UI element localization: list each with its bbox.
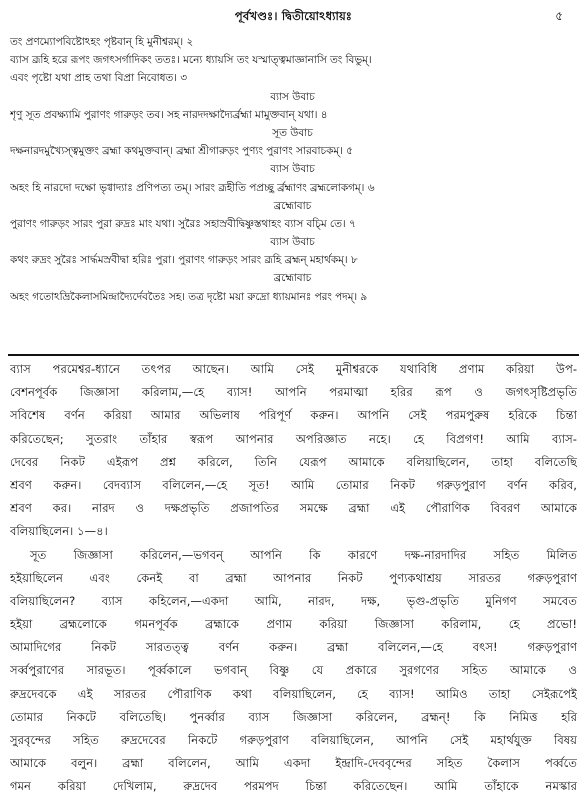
- prose-line: হইয়া ব্রহ্মলোকে গমনপূর্বক ব্রহ্মাকে প্রণাম করিয়া জিজ্ঞাসা করিলাম, হে প্রভো!: [10, 617, 577, 632]
- verse-line: অহং হি নারদো দক্ষো ভৃগ্বাদ্যাঃ প্রণিপত্য তম্। সারং ব্রূহীতি পপ্রচ্ছু র্ব্রহ্মাণং ব্রহ্মলোকগম্। ৬: [10, 181, 375, 194]
- prose-line: আমাকে বলুন। ব্রহ্মা বলিলেন, আমি একদা ইন্দ্রাদি-দেববৃন্দের সহিত কৈলাস পর্ব্বতে: [10, 756, 577, 771]
- prose-line: বলিয়াছিলেন। ১—৪।: [10, 524, 108, 539]
- verse-line: কথং রুদ্রং সুরৈঃ সার্দ্ধমস্রবীদ্বা হরিঃ পুরা। পুরাণং গারুড়ং সারং ব্রূহি ব্রহ্মন্ মহার্থকম্। ৮: [10, 254, 358, 267]
- verse-line: শৃণু সূত প্রবক্ষ্যামি পুরাণং গারুড়ং তব। সহ নারদদক্ষাদ্যৈর্ব্রহ্মা মামুক্তবান্ যথা। ৪: [10, 108, 328, 121]
- prose-line: গমন করিয়া দেখিলাম, রুদ্রদেব পরমপদ চিন্তা করিতেছেন। আমি তাঁহাকে নমস্কার: [10, 779, 577, 794]
- running-title: পূর্বখণ্ডঃ। দ্বিতীয়োঽধ্যায়ঃ: [234, 9, 353, 23]
- paragraph-first-line: সূত জিজ্ঞাসা করিলেন,—ভগবন্ আপনি কি কারণে দক্ষ-নারদাদির সহিত মিলিত: [30, 547, 577, 562]
- page-number: ৫: [555, 9, 563, 23]
- prose-line: শ্রবণ কর। নারদ ও দক্ষপ্রভৃতি প্রজাপতির সমক্ষে ব্রহ্মা এই পৌরাণিক বিবরণ আমাকে: [10, 501, 577, 516]
- speaker-heading: ব্যাস উবাচ: [270, 163, 315, 176]
- prose-line: রুদ্রদেবকে এই সারতর পৌরাণিক কথা বলিয়াছিলেন, হে ব্যাস! আমিও তাহা সেইরূপেই: [10, 686, 577, 701]
- speaker-heading: ব্রহ্মোবাচ: [273, 199, 312, 212]
- prose-line: বলিয়াছিলেন? ব্যাস কহিলেন,—একদা আমি, নারদ, দক্ষ, ভৃগু-প্রভৃতি মুনিগণ সমবেত: [10, 593, 577, 608]
- prose-line: বেশনপূর্বক জিজ্ঞাসা করিলাম,—হে ব্যাস! আপনি পরমাত্মা হরির রূপ ও জগৎসৃষ্টিপ্রভৃতি: [10, 385, 577, 400]
- bengali-translation-block: [10, 358, 577, 799]
- prose-line: দেবের নিকট এইরূপ প্রশ্ন করিলে, তিনি যেরূপ আমাকে বলিয়াছিলেন, তাহা বলিতেছি: [10, 454, 577, 469]
- prose-line: ব্যাস পরমেশ্বর-ধ্যানে তৎপর আছেন। আমি সেই মুনীশ্বরকে যথাবিধি প্রণাম করিয়া উপ-: [10, 362, 577, 376]
- prose-line: করিতেছেন; সুতরাং তাঁহার স্বরূপ আপনার অপরিজ্ঞাত নহে। হে বিপ্রগণ! আমি ব্যাস-: [10, 431, 577, 446]
- prose-line: আমাদিগের নিকট সারতত্ত্ব বর্ণন করুন। ব্রহ্মা বলিলেন,—হে বৎস! গরুড়পুরাণ: [10, 640, 577, 655]
- prose-line: শ্রবণ করুন। বেদব্যাস বলিলেন,—হে সূত! আমি তোমার নিকট গরুড়পুরাণ বর্ণন করিব,: [10, 477, 577, 492]
- speaker-heading: ব্যাস উবাচ: [270, 90, 315, 103]
- verse-line: ব্যাস ব্রূহি হরে রূপং জগৎসর্গাদিকং ততঃ। মন্যে ধ্যায়সি তং যস্মাত্ত্বমাজ্ঞানাসি তং বিভুম্।: [10, 54, 372, 67]
- prose-line: সুরবৃন্দের সহিত রুদ্রদেবের নিকটে গরুড়পুরাণ বলিয়াছিলেন, আপনি সেই মহার্থযুক্ত বিষয়: [10, 733, 577, 747]
- verse-line: অহং গতোঽভ্রিকৈলাসমিন্দ্রাদ্যৈর্দেবতৈঃ সহ। তত্র দৃষ্টো ময়া রুদ্রো ধ্যায়মানঃ পরং পদম্। ৯: [10, 290, 368, 303]
- section-divider: [8, 354, 579, 356]
- page-header: [0, 8, 587, 28]
- prose-line: সর্ব্বপুরাণের সারভূত। পূর্ব্বকালে ভগবান্ বিষ্ণু যে প্রকারে সুরগণের সহিত আমাকে ও: [10, 663, 577, 678]
- verse-line: দক্ষনারদমুখ্যৈস্ত্বমুক্তং ব্রহ্মা কথমুক্তবান্। ব্রহ্মা শ্রীগারুড়ং পুণ্যং পুরাণং সারবাচকম্। ৫: [10, 145, 353, 158]
- speaker-heading: সূত উবাচ: [272, 126, 313, 139]
- prose-line: সবিশেষ বর্ণন করিয়া আমার অভিলাষ পরিপূর্ণ করুন। আপনি সেই পরমপুরুষ হরিকে চিন্তা: [10, 408, 577, 423]
- speaker-heading: ব্যাস উবাচ: [270, 236, 315, 249]
- verse-line: পুরাণং গারুড়ং সারং পুরা রুদ্রঃ মাং যথা। সুরৈঃ সহাস্রবীদ্বিষ্ণুস্তথাহং ব্যাস বচ্মি তে। ৭: [10, 217, 356, 230]
- sanskrit-verse-block: [10, 33, 575, 306]
- verse-line: এবং পৃষ্টো যথা প্রাহ তথা বিপ্রা নিবোধত। ৩: [10, 72, 188, 85]
- prose-line: হইয়াছিলেন এবং কেনই বা ব্রহ্মা আপনার নিকট পুণ্যকথাশ্রয় সারতর গরুড়পুরাণ: [10, 570, 577, 585]
- speaker-heading: ব্রহ্মোবাচ: [273, 272, 312, 285]
- verse-line: তং প্রণম্যোপবিষ্টোঽহং পৃষ্টবান্ হি মুনীশ্বরম্। ২: [10, 36, 194, 48]
- prose-line: তোমার নিকটে বলিতেছি। পুনর্ব্বার ব্যাস জিজ্ঞাসা করিলেন, ব্রহ্মন্! কি নিমিত্ত হরি: [10, 709, 577, 724]
